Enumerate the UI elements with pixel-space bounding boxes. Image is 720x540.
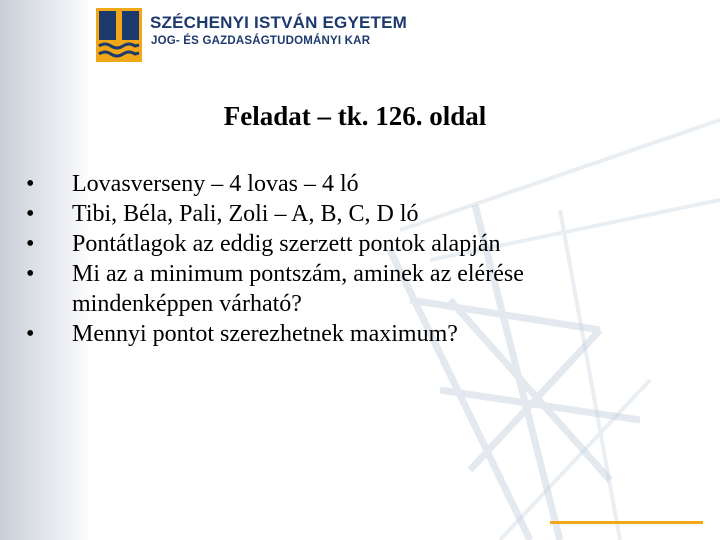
bullet-list [26,169,646,349]
bullet-item [26,319,646,349]
bullet-dot: • [26,201,35,227]
bullet-item [26,229,646,259]
bullet-item [26,259,646,319]
bullet-item [26,199,646,229]
university-logo-icon [96,8,142,62]
bullet-text: Mi az a minimum pontszám, aminek az elérése mindenképpen várható? [72,261,524,317]
bullet-text: Tibi, Béla, Pali, Zoli – A, B, C, D ló [72,201,419,227]
bullet-text: Mennyi pontot szerezhetnek maximum? [72,321,458,347]
bullet-dot: • [26,321,35,347]
bullet-dot: • [26,171,35,197]
bullet-text: Pontátlagok az eddig szerzett pontok alapján [72,231,501,257]
university-name: SZÉCHENYI ISTVÁN EGYETEM [150,13,408,32]
bullet-dot: • [26,261,35,287]
slide-title: Feladat – tk. 126. oldal [223,101,487,131]
faculty-name: JOG- ÉS GAZDASÁGTUDOMÁNYI KAR [151,35,371,47]
accent-line [550,521,703,524]
bullet-dot: • [26,231,35,257]
bullet-text: Lovasverseny – 4 lovas – 4 ló [72,171,359,197]
bullet-item [26,169,646,199]
